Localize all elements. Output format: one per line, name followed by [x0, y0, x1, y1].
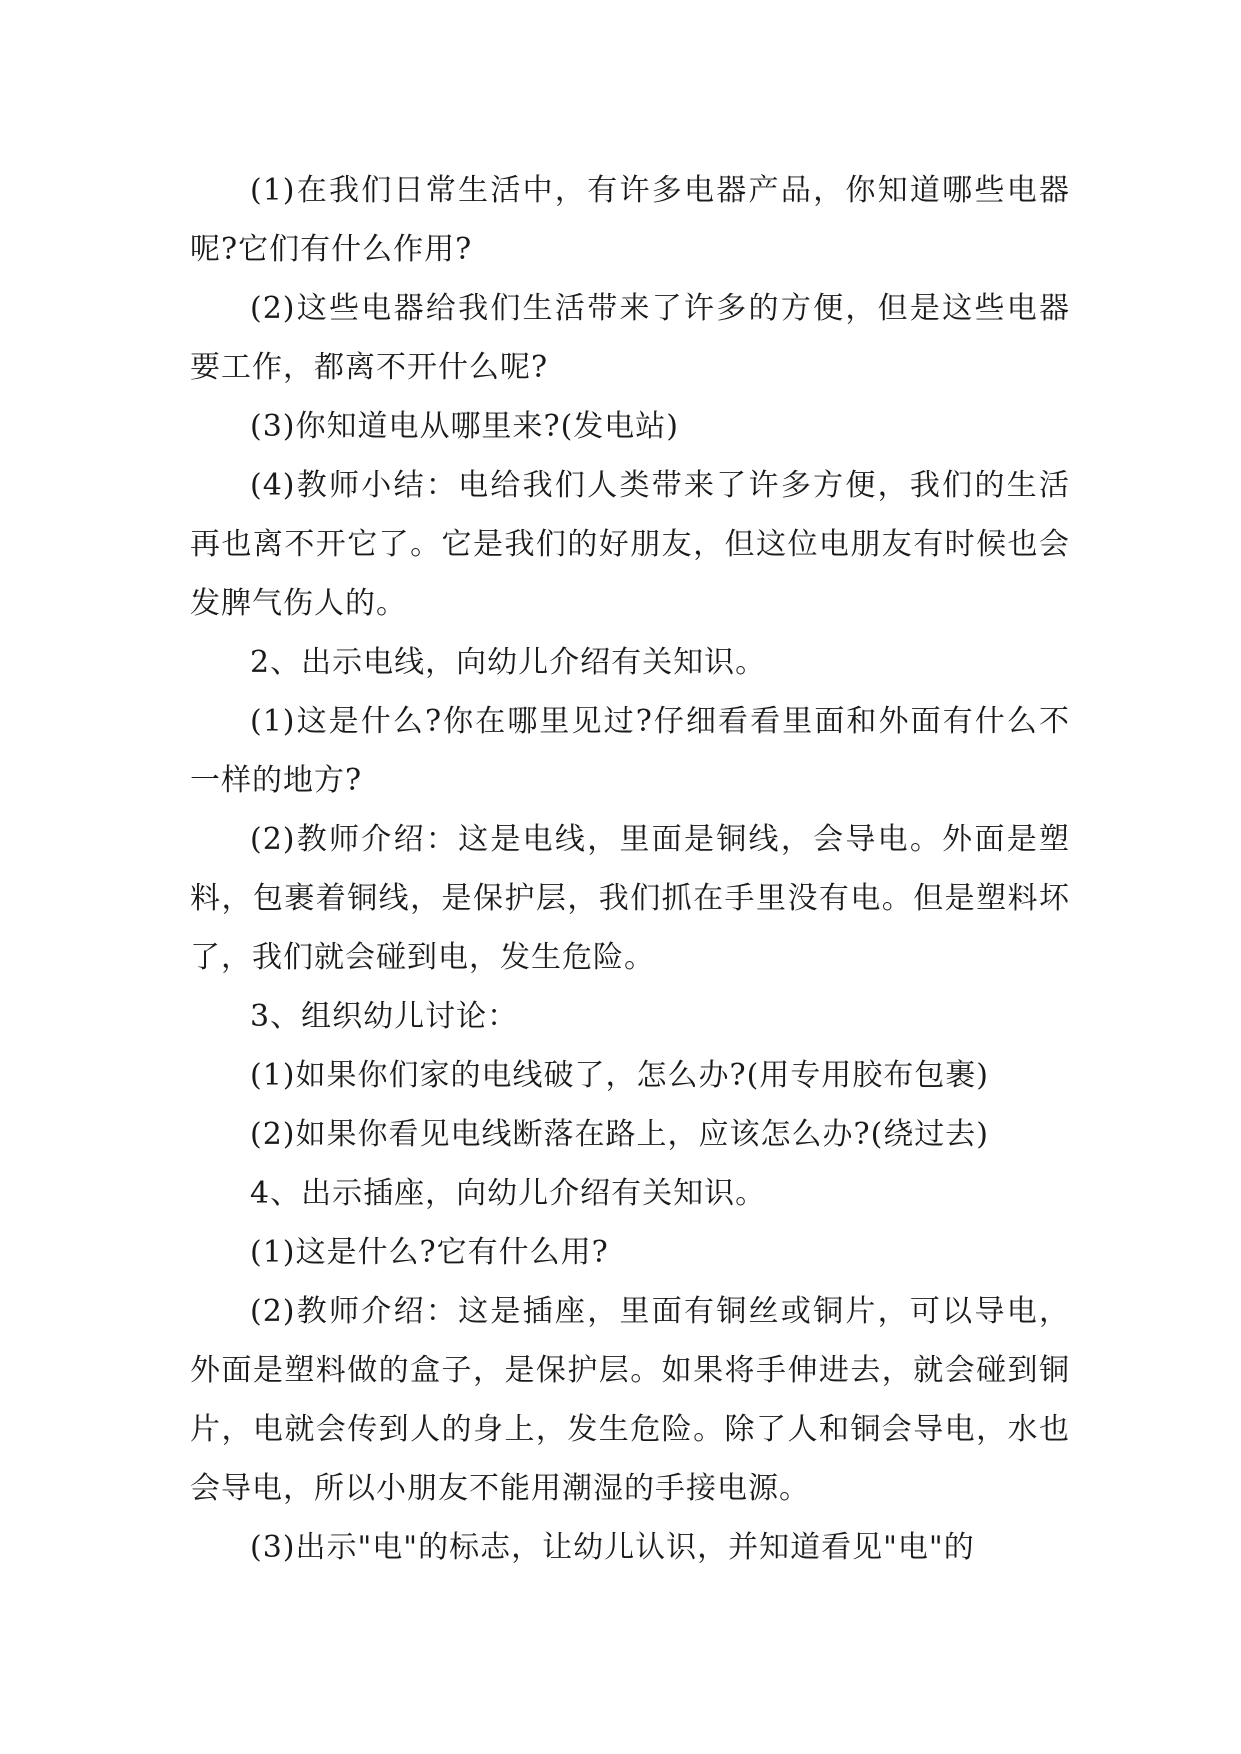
- paragraph: (3)出示"电"的标志，让幼儿认识，并知道看见"电"的: [250, 1530, 975, 1565]
- paragraph: (1)如果你们家的电线破了，怎么办?(用专用胶布包裹): [250, 1058, 989, 1093]
- paragraph: (2)教师介绍：这是插座，里面有铜丝或铜片，可以导电，外面是塑料做的盒子，是保护层。如果将手伸进去，就会碰到铜片，电就会传到人的身上，发生危险。除了人和铜会导电，水也会导电，所以小朋友不能用潮湿的手接电源。: [190, 1294, 1070, 1506]
- section-heading: 4、出示插座，向幼儿介绍有关知识。: [250, 1176, 767, 1211]
- paragraph: (4)教师小结：电给我们人类带来了许多方便，我们的生活再也离不开它了。它是我们的好朋友，但这位电朋友有时候也会发脾气伤人的。: [190, 468, 1070, 621]
- document-body: [190, 161, 1070, 1577]
- paragraph: (2)如果你看见电线断落在路上，应该怎么办?(绕过去): [250, 1117, 989, 1152]
- section-heading: 3、组织幼儿讨论：: [250, 999, 519, 1034]
- paragraph: (1)这是什么?它有什么用?: [250, 1235, 609, 1270]
- section-heading: 2、出示电线，向幼儿介绍有关知识。: [250, 645, 767, 680]
- paragraph: (2)这些电器给我们生活带来了许多的方便，但是这些电器要工作，都离不开什么呢?: [190, 291, 1070, 385]
- paragraph: (3)你知道电从哪里来?(发电站): [250, 409, 679, 444]
- paragraph: (2)教师介绍：这是电线，里面是铜线，会导电。外面是塑料，包裹着铜线，是保护层，我们抓在手里没有电。但是塑料坏了，我们就会碰到电，发生危险。: [190, 822, 1070, 975]
- paragraph: (1)在我们日常生活中，有许多电器产品，你知道哪些电器呢?它们有什么作用?: [190, 173, 1070, 267]
- paragraph: (1)这是什么?你在哪里见过?仔细看看里面和外面有什么不一样的地方?: [190, 704, 1070, 798]
